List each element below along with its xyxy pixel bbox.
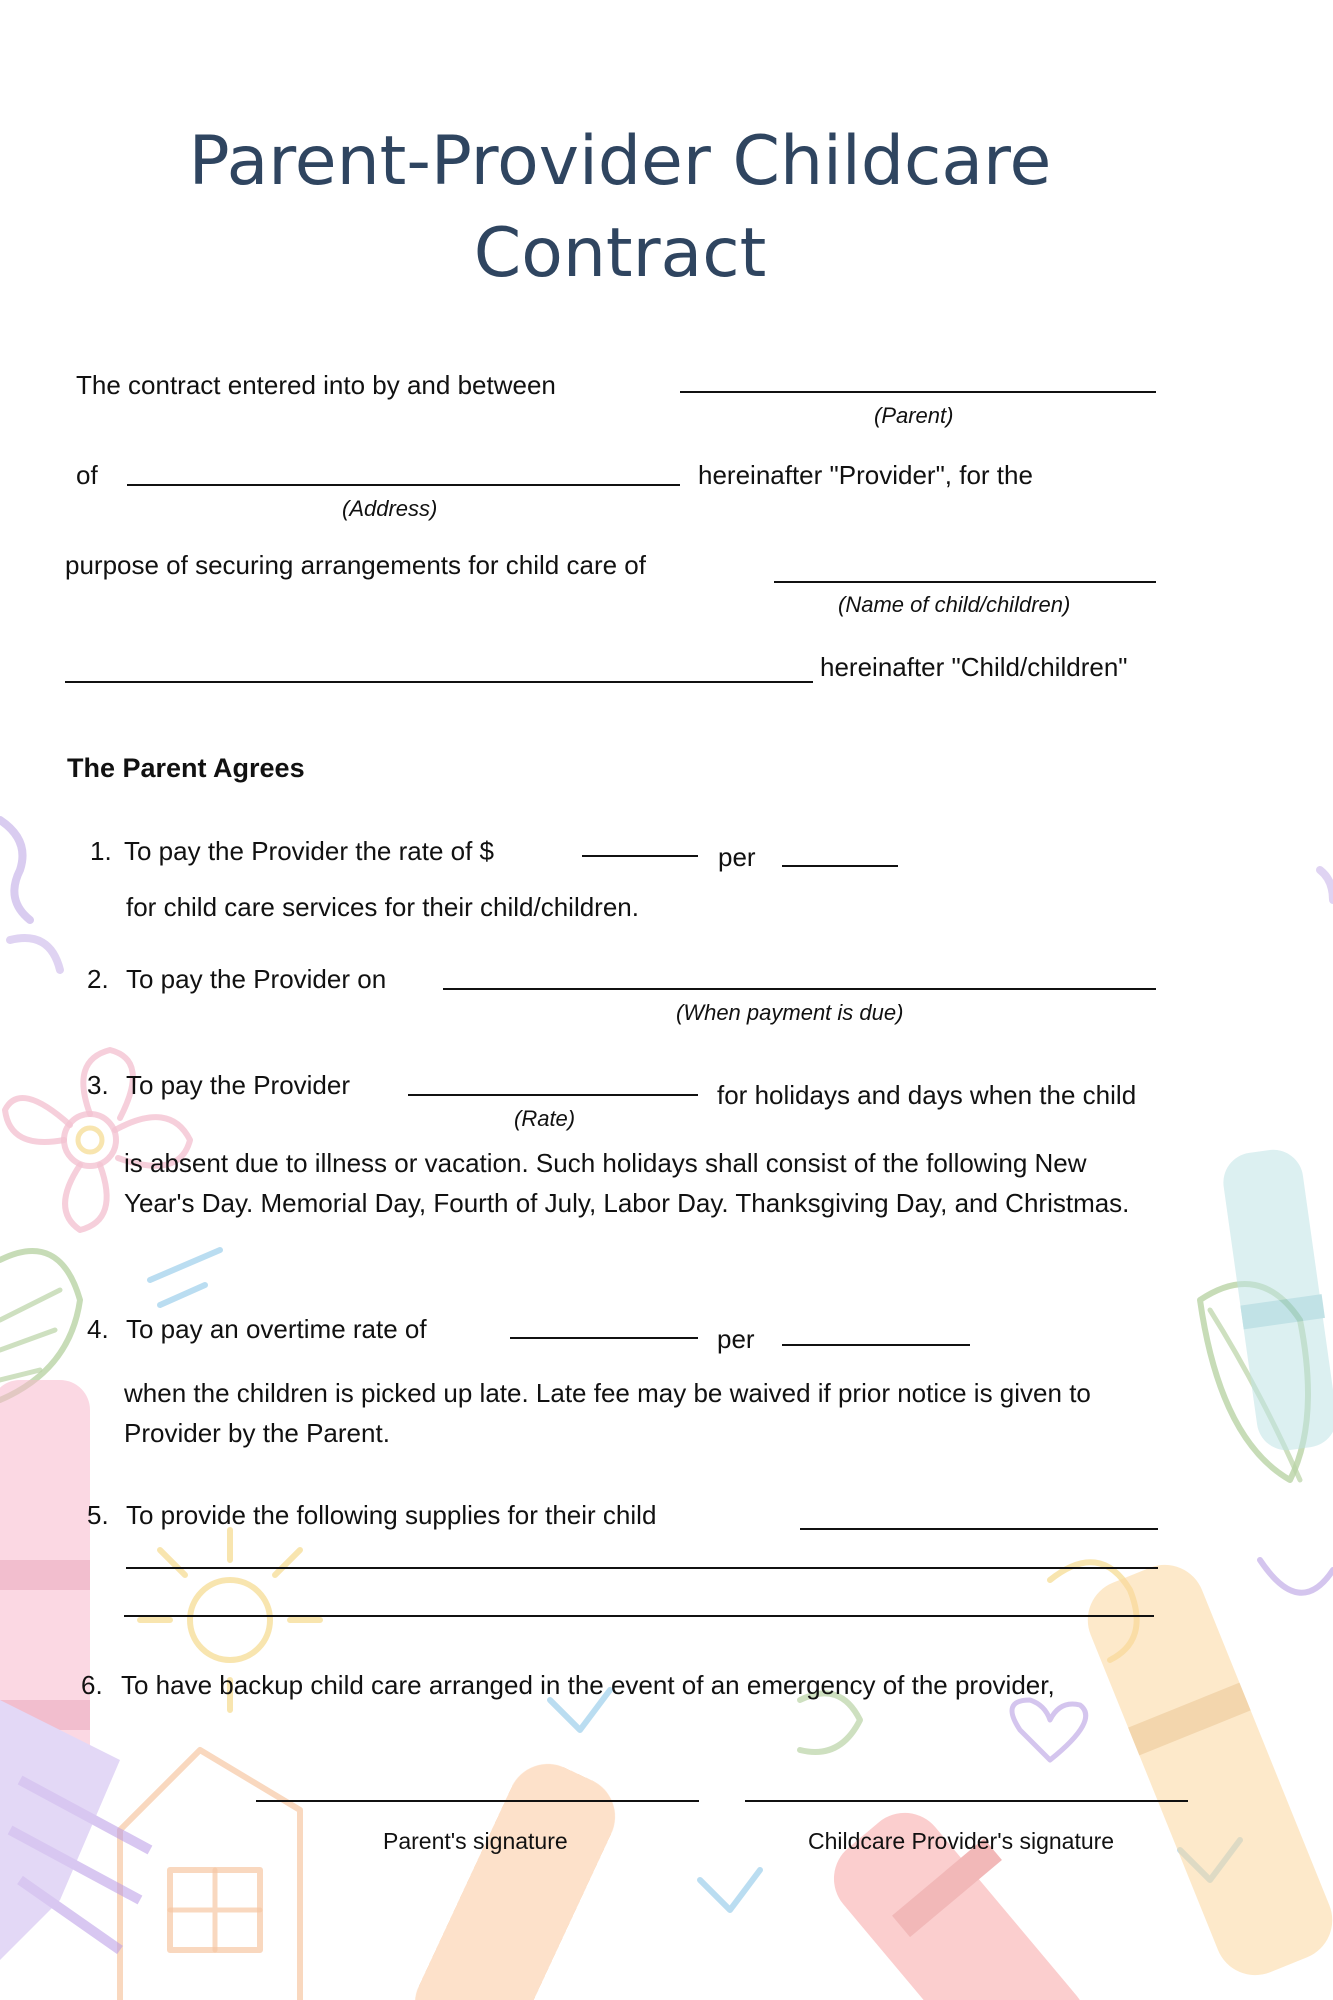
- provider-signature-label: Childcare Provider's signature: [808, 1828, 1115, 1854]
- supplies-line-2[interactable]: [126, 1567, 1158, 1569]
- item-3-continuation-2: Year's Day. Memorial Day, Fourth of July, Labor Day. Thanksgiving Day, and Christmas.: [124, 1188, 1130, 1218]
- intro-text: The contract entered into by and between: [76, 370, 556, 400]
- child-name-line[interactable]: [774, 581, 1156, 583]
- provider-signature-line[interactable]: [745, 1800, 1188, 1802]
- item-1-number: 1.: [90, 836, 112, 866]
- item-1-per: per: [718, 842, 756, 872]
- child-caption: (Name of child/children): [838, 592, 1071, 617]
- purpose-text: purpose of securing arrangements for child care of: [65, 550, 646, 580]
- supplies-line-1[interactable]: [800, 1528, 1158, 1530]
- item-1-continuation: for child care services for their child/children.: [126, 892, 639, 922]
- rate-period-line[interactable]: [782, 865, 898, 867]
- item-4-number: 4.: [87, 1314, 109, 1344]
- parent-name-line[interactable]: [680, 391, 1156, 393]
- address-caption: (Address): [342, 496, 438, 521]
- parent-caption: (Parent): [874, 403, 954, 428]
- supplies-line-3[interactable]: [124, 1615, 1154, 1617]
- rate-line[interactable]: [582, 855, 698, 857]
- child-name-line-2[interactable]: [65, 681, 813, 683]
- parent-signature-label: Parent's signature: [383, 1828, 568, 1854]
- overtime-rate-line[interactable]: [510, 1337, 698, 1339]
- item-5-text: To provide the following supplies for their child: [126, 1500, 657, 1530]
- item-3-continuation-1: is absent due to illness or vacation. Such holidays shall consist of the following New: [124, 1148, 1087, 1178]
- item-6-number: 6.: [81, 1670, 103, 1700]
- item-4-text: To pay an overtime rate of: [126, 1314, 427, 1344]
- item-3-text: To pay the Provider: [126, 1070, 351, 1100]
- of-text: of: [76, 460, 98, 490]
- payment-due-line[interactable]: [443, 988, 1156, 990]
- page-title-line-1: Parent-Provider Childcare: [188, 122, 1052, 201]
- provider-text: hereinafter "Provider", for the: [698, 460, 1033, 490]
- parent-signature-line[interactable]: [256, 1800, 699, 1802]
- address-line[interactable]: [127, 484, 680, 486]
- item-3-number: 3.: [87, 1070, 109, 1100]
- item-5-number: 5.: [87, 1500, 109, 1530]
- child-text: hereinafter "Child/children": [820, 652, 1128, 682]
- item-4-per: per: [717, 1324, 755, 1354]
- item-3-after: for holidays and days when the child: [717, 1080, 1137, 1110]
- section-heading: The Parent Agrees: [67, 753, 305, 783]
- item-1-text: To pay the Provider the rate of $: [124, 836, 494, 866]
- holiday-rate-line[interactable]: [408, 1094, 698, 1096]
- item-4-continuation-1: when the children is picked up late. Late fee may be waived if prior notice is given to: [124, 1378, 1091, 1408]
- item-6-text: To have backup child care arranged in the event of an emergency of the provider,: [121, 1670, 1055, 1700]
- rate-caption: (Rate): [514, 1106, 576, 1131]
- item-2-number: 2.: [87, 964, 109, 994]
- overtime-period-line[interactable]: [782, 1344, 970, 1346]
- page-title-line-2: Contract: [473, 214, 767, 293]
- item-2-text: To pay the Provider on: [126, 964, 387, 994]
- payment-due-caption: (When payment is due): [676, 1000, 904, 1025]
- item-4-continuation-2: Provider by the Parent.: [124, 1418, 390, 1448]
